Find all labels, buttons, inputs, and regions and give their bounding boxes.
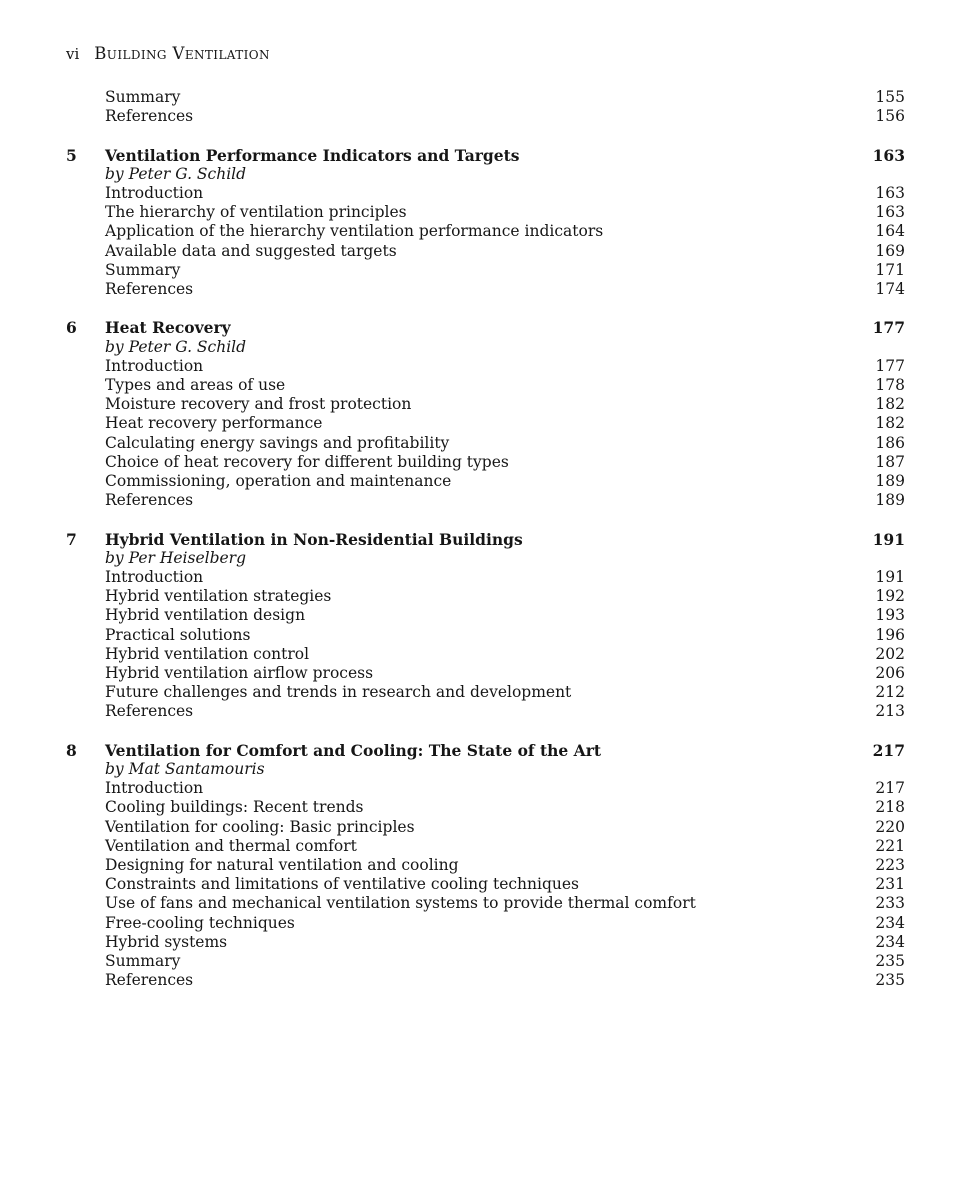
toc-entry [66, 434, 905, 453]
toc-entry-page: 182 [875, 395, 905, 414]
toc-entry-label: Ventilation for cooling: Basic principles [105, 817, 415, 836]
toc-entry-page: 221 [875, 836, 905, 855]
toc-entry-label: Introduction [105, 184, 204, 202]
toc-entry-page: 235 [875, 952, 905, 971]
toc-entry-page: 202 [875, 644, 905, 663]
toc-entry-label: Hybrid ventilation design [105, 606, 306, 625]
toc-entry-label: Heat recovery performance [105, 414, 323, 433]
toc-entry-page: 189 [875, 491, 905, 510]
toc-entry-page: 233 [875, 894, 905, 913]
toc-entry [66, 88, 905, 107]
toc-entry-label: Future challenges and trends in research and development [105, 683, 572, 702]
toc-entry-label: Ventilation and thermal comfort [105, 836, 357, 855]
book-title-running-head: Building Ventilation [94, 44, 270, 63]
chapter-block [66, 530, 905, 722]
toc-entry-label: Calculating energy savings and profitability [105, 433, 450, 452]
toc-entry-label: Available data and suggested targets [105, 241, 397, 260]
table-of-contents [66, 88, 905, 990]
chapter-byline-text: by Peter G. Schild [105, 164, 247, 183]
toc-entry-page: 192 [875, 587, 905, 606]
toc-entry-label: Free-cooling techniques [105, 913, 295, 932]
toc-entry [66, 280, 905, 299]
toc-entry [66, 818, 905, 837]
toc-entry-page: 156 [875, 107, 905, 126]
chapter-block [66, 741, 905, 991]
chapter-title-row [66, 741, 905, 760]
toc-entry-page: 182 [875, 414, 905, 433]
toc-entry [66, 261, 905, 280]
toc-entry-label: Use of fans and mechanical ventilation systems to provide thermal comfort [105, 894, 696, 913]
toc-entry [66, 242, 905, 261]
chapter-page: 177 [872, 318, 905, 338]
chapter-number: 6 [66, 318, 77, 338]
chapter-byline-text: by Per Heiselberg [105, 548, 247, 567]
toc-entry [66, 491, 905, 510]
toc-entry-label: Practical solutions [105, 625, 251, 644]
chapter-byline-text: by Mat Santamouris [105, 760, 265, 779]
toc-entry-page: 234 [875, 913, 905, 932]
toc-entry-page: 155 [875, 88, 905, 106]
toc-entry-page: 163 [875, 184, 905, 202]
toc-entry-label: Hybrid ventilation control [105, 644, 310, 663]
toc-entry-label: References [105, 280, 194, 299]
toc-entry-page: 186 [875, 433, 905, 452]
toc-entry [66, 702, 905, 721]
toc-entry [66, 203, 905, 222]
chapter-title-row [66, 530, 905, 549]
toc-entry-label: Summary [105, 260, 181, 279]
toc-entry [66, 894, 905, 913]
toc-entry-page: 231 [875, 875, 905, 894]
toc-entry-label: Commissioning, operation and maintenance [105, 472, 452, 491]
toc-entry-label: References [105, 107, 194, 126]
toc-entry [66, 184, 905, 203]
chapter-block [66, 318, 905, 510]
toc-entry-label: Application of the hierarchy ventilation performance indicators [105, 222, 604, 241]
chapter-title: Heat Recovery [105, 318, 231, 338]
toc-entry [66, 568, 905, 587]
chapter-title: Ventilation Performance Indicators and Targets [105, 145, 520, 165]
toc-entry [66, 107, 905, 126]
toc-entry-label: Summary [105, 88, 181, 106]
toc-entry-label: Hybrid ventilation airflow process [105, 664, 374, 683]
chapter-title: Ventilation for Comfort and Cooling: The State of the Art [105, 740, 602, 760]
toc-entry [66, 664, 905, 683]
toc-entry-label: Introduction [105, 568, 204, 587]
toc-entry [66, 414, 905, 433]
toc-entry [66, 952, 905, 971]
toc-entry [66, 779, 905, 798]
toc-entry-page: 220 [875, 817, 905, 836]
toc-entry [66, 472, 905, 491]
toc-entry-page: 196 [875, 625, 905, 644]
toc-entry-page: 223 [875, 856, 905, 875]
toc-entry-label: Choice of heat recovery for different building types [105, 452, 509, 471]
toc-entry [66, 798, 905, 817]
toc-entry-page: 171 [875, 260, 905, 279]
chapter-byline-text: by Peter G. Schild [105, 337, 247, 356]
toc-entry-page: 213 [875, 702, 905, 721]
toc-entry-label: Introduction [105, 356, 204, 375]
chapter-title-row [66, 146, 905, 165]
toc-entry-label: Summary [105, 952, 181, 971]
toc-entry-label: Hybrid systems [105, 932, 228, 951]
toc-entry [66, 645, 905, 664]
chapter-byline [66, 760, 905, 779]
toc-entry-page: 178 [875, 376, 905, 395]
toc-entry [66, 856, 905, 875]
toc-entry-label: Constraints and limitations of ventilative cooling techniques [105, 875, 580, 894]
toc-entry-page: 174 [875, 280, 905, 299]
toc-entry-label: Cooling buildings: Recent trends [105, 798, 364, 817]
toc-entry-label: Moisture recovery and frost protection [105, 395, 412, 414]
toc-entry-label: Hybrid ventilation strategies [105, 587, 332, 606]
toc-entry-page: 163 [875, 203, 905, 222]
toc-entry-label: References [105, 702, 194, 721]
toc-entry-page: 235 [875, 971, 905, 990]
chapter-byline [66, 338, 905, 357]
chapter-block [66, 146, 905, 300]
toc-entry-label: Introduction [105, 779, 204, 798]
chapter-title: Hybrid Ventilation in Non-Residential Buildings [105, 529, 523, 549]
chapter-page: 163 [872, 145, 905, 165]
toc-entry [66, 683, 905, 702]
toc-entry-page: 206 [875, 664, 905, 683]
chapter-title-row [66, 318, 905, 337]
toc-entry-label: Designing for natural ventilation and cooling [105, 856, 459, 875]
chapter-page: 191 [872, 529, 905, 549]
toc-entry-page: 234 [875, 932, 905, 951]
toc-entry-page: 217 [875, 779, 905, 798]
toc-entry [66, 222, 905, 241]
toc-entry [66, 587, 905, 606]
toc-entry-page: 189 [875, 472, 905, 491]
toc-entry-label: References [105, 971, 194, 990]
running-header [66, 44, 270, 63]
toc-entry [66, 837, 905, 856]
toc-entry [66, 395, 905, 414]
chapter-number: 8 [66, 740, 77, 760]
chapter-byline [66, 549, 905, 568]
toc-entry [66, 606, 905, 625]
toc-entry [66, 875, 905, 894]
toc-entry-page: 177 [875, 356, 905, 375]
toc-entry-page: 218 [875, 798, 905, 817]
chapter-byline [66, 165, 905, 184]
toc-entry [66, 914, 905, 933]
toc-entry-page: 187 [875, 452, 905, 471]
chapter-number: 7 [66, 529, 77, 549]
toc-entry-page: 169 [875, 241, 905, 260]
toc-entry-page: 191 [875, 568, 905, 587]
toc-entry-page: 212 [875, 683, 905, 702]
toc-entry-label: References [105, 491, 194, 510]
toc-entry [66, 933, 905, 952]
toc-entry [66, 971, 905, 990]
toc-entry [66, 453, 905, 472]
toc-entry [66, 376, 905, 395]
chapter-page: 217 [872, 740, 905, 760]
toc-entry [66, 626, 905, 645]
toc-entry-page: 193 [875, 606, 905, 625]
page-folio: vi [66, 45, 80, 63]
toc-entry-page: 164 [875, 222, 905, 241]
toc-entry-label: The hierarchy of ventilation principles [105, 203, 407, 222]
toc-entry-label: Types and areas of use [105, 376, 286, 395]
toc-entry [66, 357, 905, 376]
chapter-number: 5 [66, 145, 77, 165]
